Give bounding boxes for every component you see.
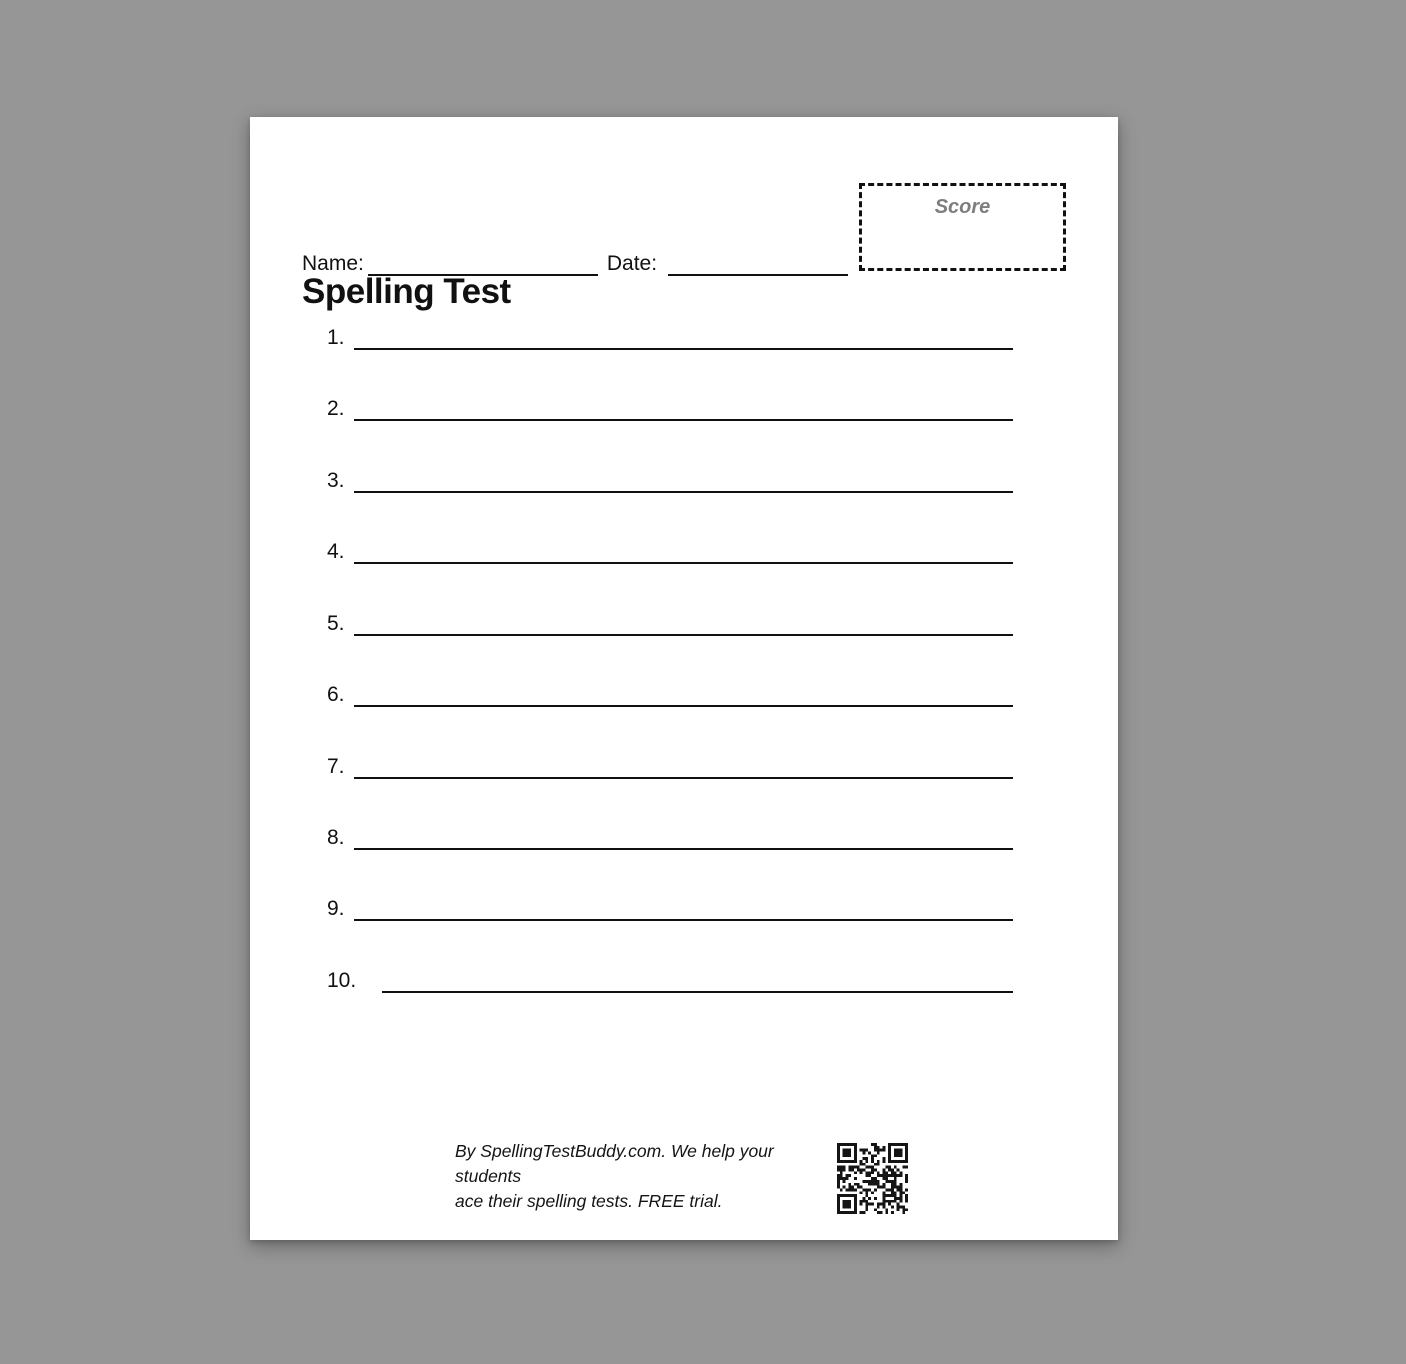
answer-line-5	[327, 610, 1013, 636]
qr-code	[837, 1143, 908, 1214]
name-blank	[368, 252, 598, 276]
answer-blank	[354, 397, 1013, 421]
answer-line-3	[327, 467, 1013, 493]
answer-number: 3.	[327, 469, 345, 492]
footer-credit	[455, 1139, 830, 1214]
answer-blank	[354, 683, 1013, 707]
answer-line-1	[327, 324, 1013, 350]
answer-blank	[354, 469, 1013, 493]
answer-blank	[354, 897, 1013, 921]
footer-credit-line-1: By SpellingTestBuddy.com. We help your students	[455, 1141, 774, 1186]
answer-number: 7.	[327, 755, 345, 778]
answer-number: 2.	[327, 397, 345, 420]
answer-number: 1.	[327, 326, 345, 349]
date-blank	[668, 252, 848, 276]
score-box	[859, 183, 1066, 271]
qr-code-svg	[837, 1143, 908, 1214]
name-label: Name:	[302, 252, 364, 275]
answer-blank	[382, 969, 1013, 993]
answer-blank	[354, 826, 1013, 850]
answer-number: 5.	[327, 612, 345, 635]
answer-blank	[354, 755, 1013, 779]
answer-number: 4.	[327, 540, 345, 563]
answer-line-2	[327, 395, 1013, 421]
answer-number: 10.	[327, 969, 357, 992]
name-date-row	[302, 250, 848, 276]
worksheet-title: Spelling Test	[302, 272, 511, 311]
answer-line-7	[327, 753, 1013, 779]
answer-blank	[354, 326, 1013, 350]
footer-credit-line-2: ace their spelling tests. FREE trial.	[455, 1191, 723, 1211]
answer-blank	[354, 540, 1013, 564]
answer-blank	[354, 612, 1013, 636]
answer-line-6	[327, 681, 1013, 707]
score-label: Score	[934, 196, 991, 218]
answer-number: 6.	[327, 683, 345, 706]
answer-number: 9.	[327, 897, 345, 920]
answer-line-10	[327, 967, 1013, 993]
answer-line-4	[327, 538, 1013, 564]
answer-line-9	[327, 895, 1013, 921]
answer-line-8	[327, 824, 1013, 850]
worksheet-page	[250, 117, 1118, 1240]
date-label: Date:	[606, 252, 658, 275]
answer-number: 8.	[327, 826, 345, 849]
